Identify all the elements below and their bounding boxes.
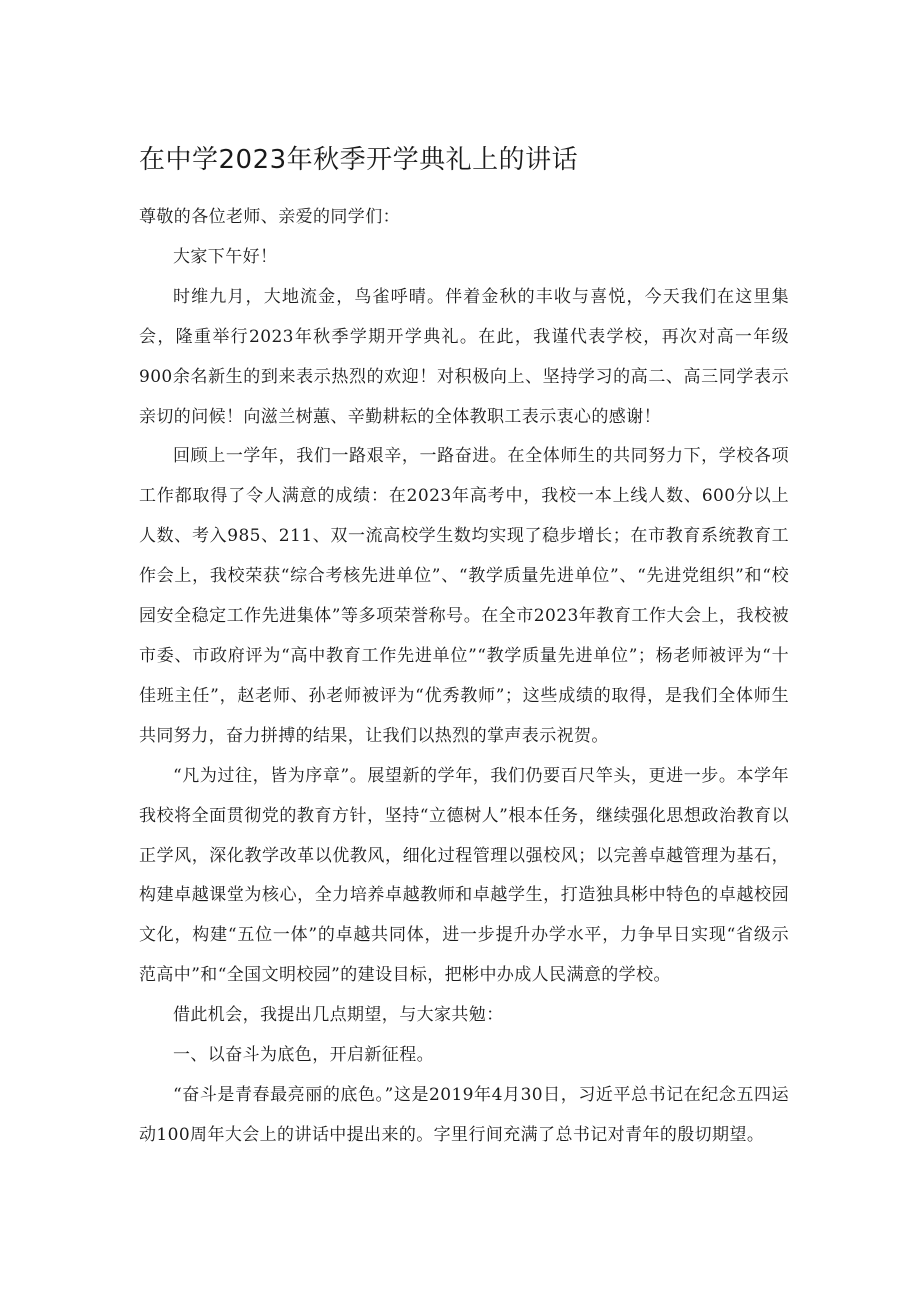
section-heading-one: 一、以奋斗为底色，开启新征程。 (173, 1045, 434, 1066)
document-title: 在中学2023年秋季开学典礼上的讲话 (139, 145, 579, 175)
paragraph-outlook: “凡为过往，皆为序章”。展望新的学年，我们仍要百尺竿头，更进一步。本学年我校将全面贯彻党的教育方针，坚持“立德树人”根本任务，继续强化思想政治教育以正学风，深化教学改革以优教风，细化过程管理以强校风；以完善卓越管理为基石，构建卓越课堂为核心，全力培养卓越教师和卓越学生，打造独具彬中特色的卓越校园文化，构建“五位一体”的卓越共同体，进一步提升办学水平，力争早日实现“省级示范高中”和“全国文明校园”的建设目标，把彬中办成人民满意的学校。 (139, 765, 789, 986)
paragraph-review: 回顾上一学年，我们一路艰辛，一路奋进。在全体师生的共同努力下，学校各项工作都取得了令人满意的成绩：在2023年高考中，我校一本上线人数、600分以上人数、考入985、211、双一流高校学生数均实现了稳步增长；在市教育系统教育工作会上，我校荣获“综合考核先进单位”、“教学质量先进单位”、“先进党组织”和“校园安全稳定工作先进集体”等多项荣誉称号。在全市2023年教育工作大会上，我校被市委、市政府评为“高中教育工作先进单位”“教学质量先进单位”；杨老师被评为“十佳班主任”，赵老师、孙老师被评为“优秀教师”；这些成绩的取得，是我们全体师生共同努力，奋力拼搏的结果，让我们以热烈的掌声表示祝贺。 (139, 446, 789, 746)
document-body (139, 198, 789, 1156)
salutation: 尊敬的各位老师、亲爱的同学们： (139, 207, 400, 227)
paragraph-struggle-quote: “奋斗是青春最亮丽的底色。”这是2019年4月30日，习近平总书记在纪念五四运动100周年大会上的讲话中提出来的。字里行间充满了总书记对青年的殷切期望。 (139, 1084, 789, 1145)
paragraph-expectations-intro: 借此机会，我提出几点期望，与大家共勉： (173, 1005, 504, 1026)
paragraph-opening: 时维九月，大地流金，鸟雀呼晴。伴着金秋的丰收与喜悦，今天我们在这里集会，隆重举行2023年秋季学期开学典礼。在此，我谨代表学校，再次对高一年级900余名新生的到来表示热烈的欢迎！对积极向上、坚持学习的高二、高三同学表示亲切的问候！向滋兰树蕙、辛勤耕耘的全体教职工表示衷心的感谢！ (139, 286, 789, 427)
greeting: 大家下午好！ (173, 246, 278, 267)
